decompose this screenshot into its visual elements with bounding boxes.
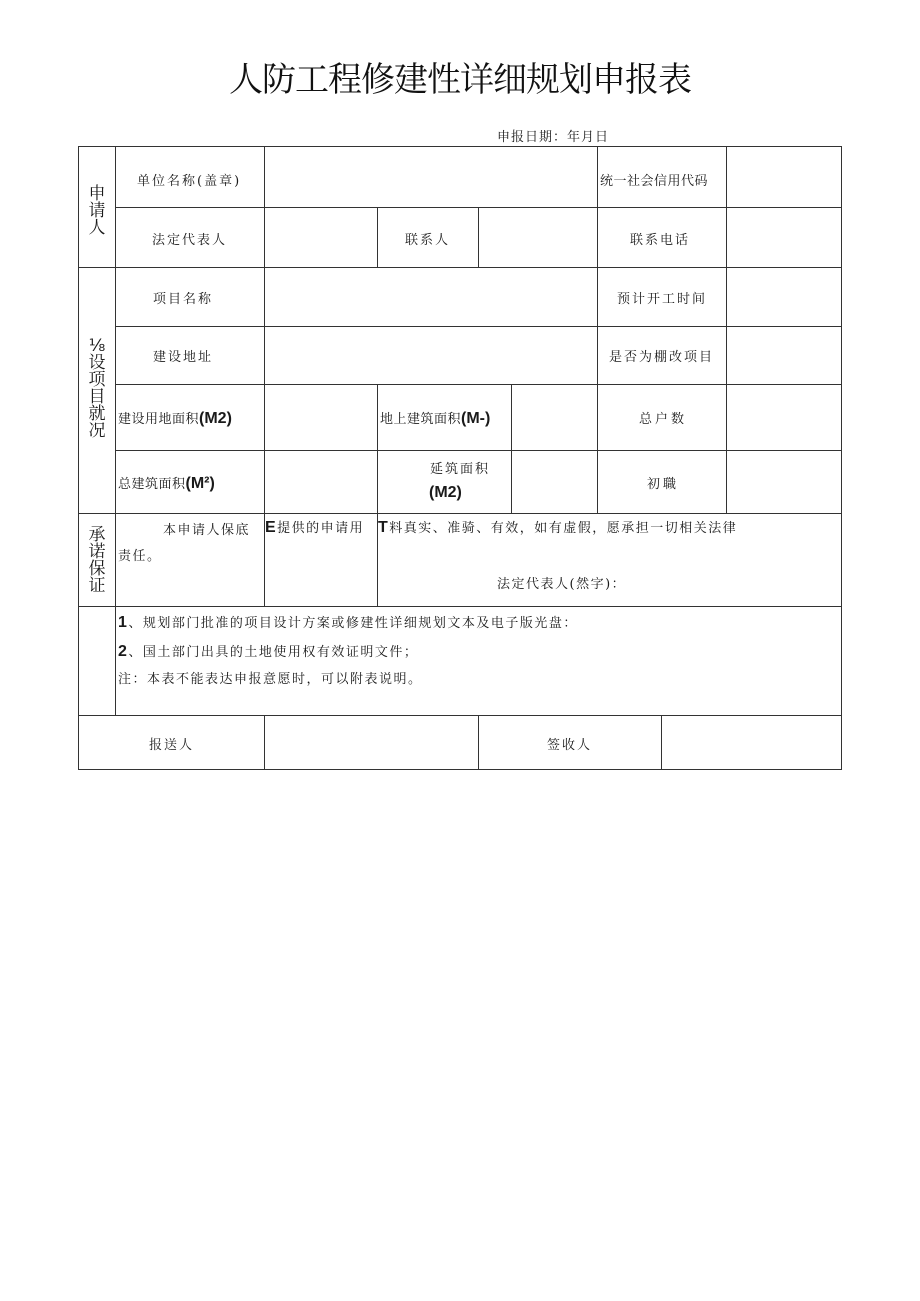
application-date: 申报日期：年月日	[497, 130, 610, 145]
attachments-left-cell	[78, 606, 116, 716]
sender-label: 报送人	[149, 738, 195, 753]
attachment-item-2: 2、国土部门出具的土地使用权有效证明文件；	[118, 643, 419, 660]
receiver-field[interactable]	[661, 715, 842, 770]
extend-area-unit: (M2)	[429, 484, 462, 501]
credit-code-field[interactable]	[726, 146, 842, 208]
contact-field[interactable]	[478, 207, 598, 268]
start-time-field[interactable]	[726, 267, 842, 327]
phone-label: 联系电话	[630, 233, 691, 248]
extend-area-label: 延筑面积	[430, 462, 491, 477]
legal-rep-label: 法定代表人	[152, 233, 228, 248]
total-area-label: 总建筑面积(M²)	[118, 475, 215, 492]
shed-reform-label: 是否为棚改项目	[609, 350, 715, 365]
notes-label: 初職	[647, 477, 680, 492]
above-area-label: 地上建筑面积(M-)	[380, 410, 491, 427]
commitment-text-a: 本申请人保底	[163, 523, 251, 538]
total-area-field[interactable]	[264, 450, 378, 514]
households-label: 总户数	[639, 412, 688, 427]
attachment-note: 注：本表不能表达申报意愿时，可以附表说明。	[118, 672, 423, 687]
start-time-label: 预计开工时间	[617, 292, 708, 307]
project-name-field[interactable]	[264, 267, 598, 327]
legal-rep-field[interactable]	[264, 207, 378, 268]
section-project-label: ⅛ 设 项 目 就 况	[88, 336, 106, 441]
extend-area-field[interactable]	[511, 450, 598, 514]
commitment-text-c: T料真实、准骑、有效，如有虚假，愿承担一切相关法律	[378, 519, 738, 536]
section-commitment-label: 承 诺 保 证	[88, 525, 106, 596]
commitment-text-b: E提供的申请用	[265, 519, 365, 536]
section-applicant-label: 申 请 人	[88, 184, 106, 238]
address-label: 建设地址	[153, 350, 214, 365]
land-area-field[interactable]	[264, 384, 378, 451]
phone-field[interactable]	[726, 207, 842, 268]
page-title: 人防工程修建性详细规划申报表	[229, 60, 691, 100]
households-field[interactable]	[726, 384, 842, 451]
notes-field[interactable]	[726, 450, 842, 514]
receiver-label: 签收人	[547, 738, 593, 753]
above-area-field[interactable]	[511, 384, 598, 451]
credit-code-label: 统一社会信用代码	[600, 174, 709, 189]
attachment-item-1: 1、规划部门批准的项目设计方案或修建性详细规划文本及电子版光盘：	[118, 614, 578, 631]
project-name-label: 项目名称	[153, 292, 214, 307]
signature-label: 法定代表人(然字)：	[497, 577, 627, 592]
unit-name-label: 单位名称(盖章)	[137, 174, 242, 189]
sender-field[interactable]	[264, 715, 479, 770]
address-field[interactable]	[264, 326, 598, 385]
unit-name-field[interactable]	[264, 146, 598, 208]
land-area-label: 建设用地面积(M2)	[118, 410, 232, 427]
contact-label: 联系人	[405, 233, 451, 248]
signature-field[interactable]	[640, 565, 830, 595]
shed-reform-field[interactable]	[726, 326, 842, 385]
commitment-text-d: 责任。	[118, 549, 162, 564]
